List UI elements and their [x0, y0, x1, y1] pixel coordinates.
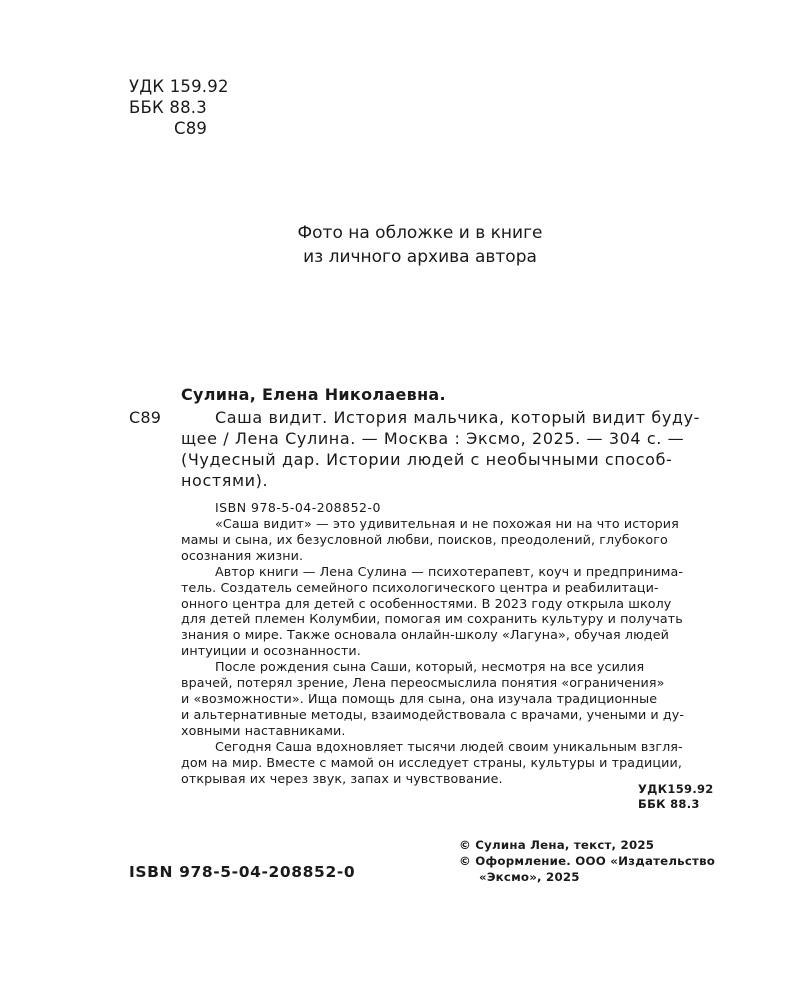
udk-code: УДК 159.92 [129, 77, 229, 96]
annotation [181, 516, 712, 786]
annotation-line: ховными наставниками. [181, 722, 346, 738]
udk-code-right: УДК159.92 [638, 782, 714, 796]
bibliographic-record [129, 384, 714, 516]
annotation-paragraph [181, 739, 712, 787]
isbn-main: ISBN 978-5-04-208852-0 [129, 863, 356, 881]
annotation-paragraph [181, 564, 712, 659]
photo-credit-line-2: из личного архива автора [303, 247, 537, 267]
annotation-line: тель. Создатель семейного психологического центра и реабилитаци- [181, 579, 659, 595]
annotation-line: и альтернативные методы, взаимодействовала с врачами, учеными и ду- [181, 706, 685, 722]
copyright-block [459, 837, 715, 885]
copyright-line: © Сулина Лена, текст, 2025 [459, 838, 655, 852]
annotation-line: осознания жизни. [181, 547, 304, 563]
author-sign: С89 [174, 119, 208, 138]
annotation-line: Сегодня Саша вдохновляет тысячи людей своим уникальным взгля- [215, 738, 683, 754]
annotation-line: дом на мир. Вместе с мамой он исследует страны, культуры и традиции, [181, 754, 682, 770]
annotation-paragraph [181, 516, 712, 564]
copyright-line: © Оформление. ООО «Издательство [459, 854, 716, 868]
annotation-line: для детей племен Колумбии, помогая им сохранить культуру и получать [181, 611, 683, 627]
annotation-line: После рождения сына Саши, который, несмотря на все усилия [215, 659, 645, 675]
classification-block-right [638, 782, 714, 812]
record-isbn: ISBN 978-5-04-208852-0 [215, 500, 381, 515]
annotation-paragraph [181, 659, 712, 739]
bbk-code: ББК 88.3 [129, 98, 207, 117]
annotation-line: и «возможности». Ища помощь для сына, она изучала традиционные [181, 690, 658, 706]
classification-block [129, 76, 229, 139]
annotation-line: онного центра для детей с особенностями. В 2023 году открыла школу [181, 595, 672, 611]
bbk-code-right: ББК 88.3 [638, 797, 700, 811]
annotation-line: Автор книги — Лена Сулина — психотерапевт, коуч и предпринима- [215, 563, 684, 579]
description-line: (Чудесный дар. Истории людей с необычными способ- [181, 450, 673, 469]
annotation-line: врачей, потерял зрение, Лена переосмыслила понятия «ограничения» [181, 675, 665, 691]
annotation-line: интуиции и осознанности. [181, 643, 361, 659]
annotation-line: мамы и сына, их безусловной любви, поисков, преодолений, глубокого [181, 531, 668, 547]
annotation-line: открывая их через звук, запах и чувствование. [181, 770, 503, 786]
photo-credit-line-1: Фото на обложке и в книге [297, 223, 543, 243]
annotation-line: «Саша видит» — это удивительная и не похожая ни на что история [215, 516, 679, 531]
author-heading: Сулина, Елена Николаевна. [181, 385, 446, 404]
record-author-sign: С89 [129, 408, 162, 427]
annotation-line: знания о мире. Также основала онлайн-школу «Лагуна», обучая людей [181, 627, 670, 643]
copyright-line: «Эксмо», 2025 [479, 870, 580, 884]
description-line: ностями). [181, 471, 269, 490]
photo-credit [0, 221, 800, 269]
record-description [181, 407, 714, 491]
description-line: Саша видит. История мальчика, который видит буду- [215, 408, 701, 427]
description-line: щее / Лена Сулина. — Москва : Эксмо, 2025. — 304 с. — [181, 429, 685, 448]
record-entry [129, 407, 714, 491]
